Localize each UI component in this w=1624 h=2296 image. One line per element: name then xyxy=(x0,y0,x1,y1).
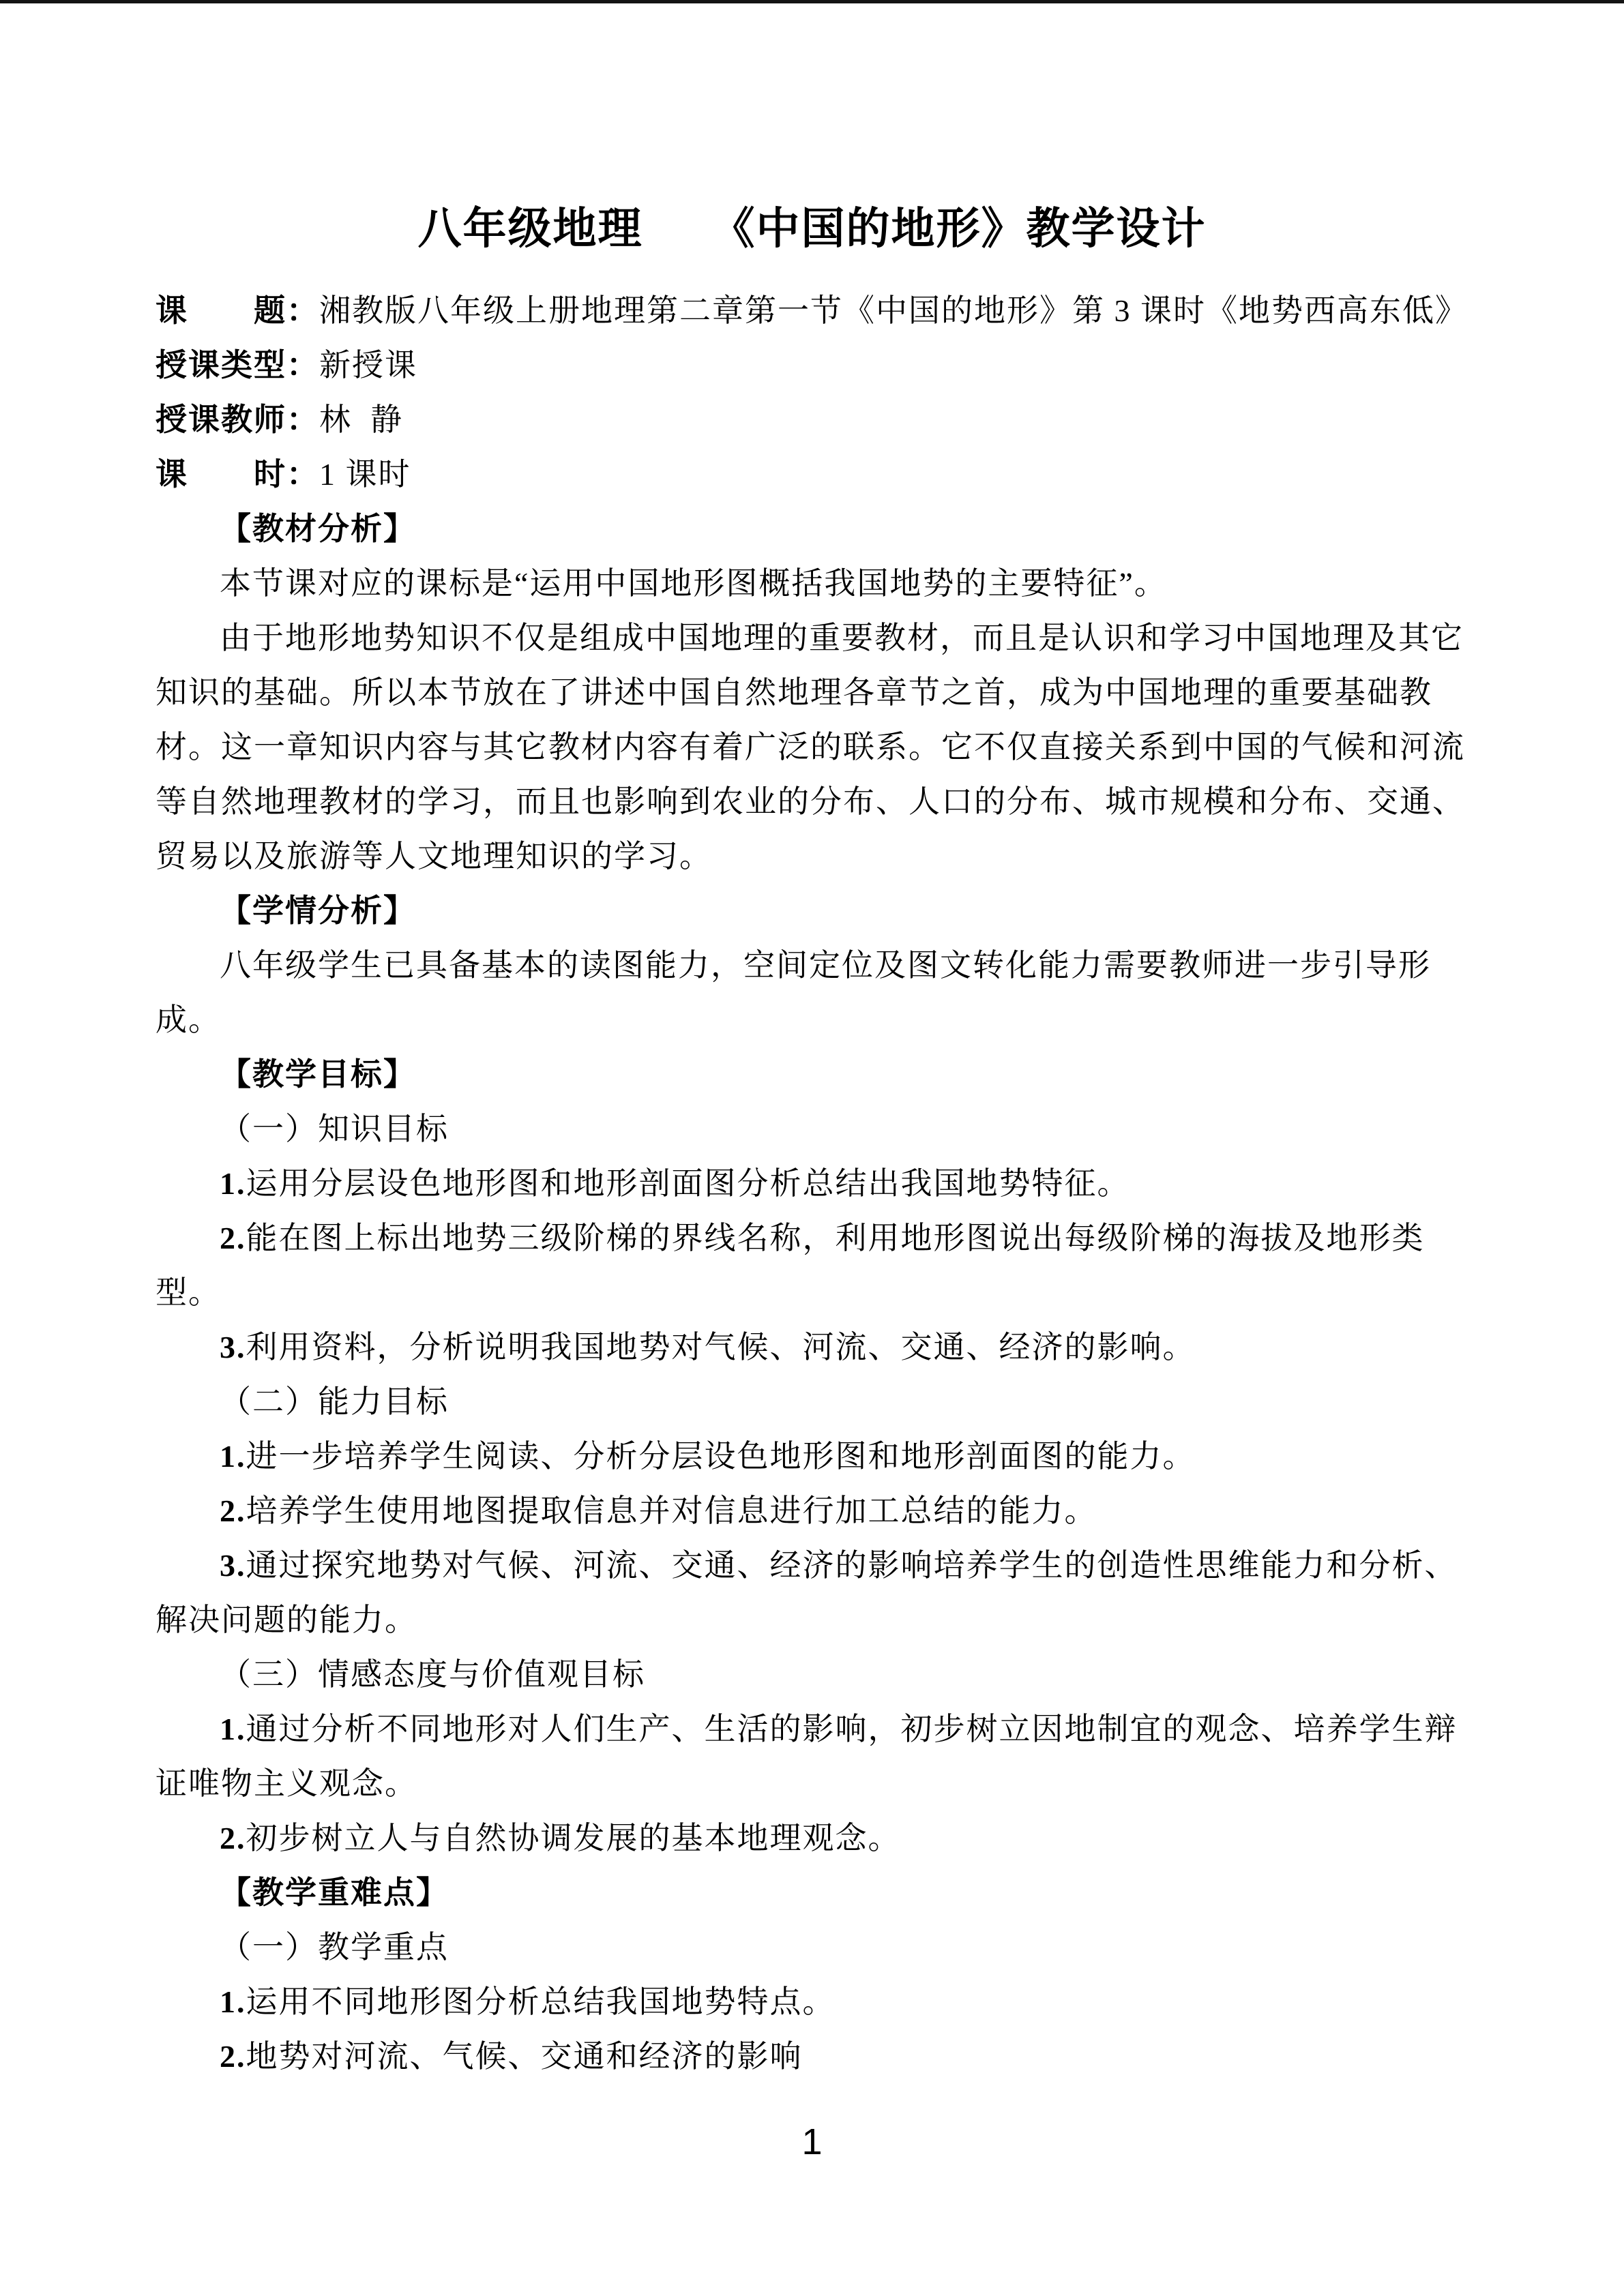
page-number: 1 xyxy=(801,2121,823,2162)
list-item xyxy=(156,1975,1471,2029)
text-line: 材。这一章知识内容与其它教材内容有着广泛的联系。它不仅直接关系到中国的气候和河流 xyxy=(156,730,1465,764)
subsection-heading: （三）情感态度与价值观目标 xyxy=(220,1657,645,1692)
line-text: 通过探究地势对气候、河流、交通、经济的影响培养学生的创造性思维能力和分析、 xyxy=(246,1548,1458,1583)
meta-row-lesson-type xyxy=(156,338,1471,393)
list-number: 3. xyxy=(220,1330,246,1365)
meta-label: 课 时： xyxy=(156,457,319,492)
list-item xyxy=(156,1538,1471,1593)
meta-label: 课 题： xyxy=(156,293,319,328)
text-line: 等自然地理教材的学习，而且也影响到农业的分布、人口的分布、城市规模和分布、交通、 xyxy=(156,784,1465,819)
list-number: 1. xyxy=(220,1166,246,1201)
list-item xyxy=(156,1484,1471,1538)
text-line: 证唯物主义观念。 xyxy=(156,1766,417,1801)
meta-label: 授课类型： xyxy=(156,348,319,383)
list-item xyxy=(156,1157,1471,1211)
meta-value: 林 静 xyxy=(319,402,403,437)
list-item xyxy=(156,1320,1471,1375)
text-line: 知识的基础。所以本节放在了讲述中国自然地理各章节之首，成为中国地理的重要基础教 xyxy=(156,675,1432,710)
list-item xyxy=(156,1702,1471,1757)
document-body xyxy=(156,284,1471,2084)
list-number: 1. xyxy=(220,1712,246,1746)
text-line: 成。 xyxy=(156,1002,221,1037)
meta-row-periods xyxy=(156,447,1471,502)
list-item xyxy=(156,1211,1471,1266)
list-number: 3. xyxy=(220,1548,246,1583)
meta-value: 1 课时 xyxy=(319,457,411,492)
section-heading: 【教材分析】 xyxy=(220,511,416,546)
meta-row-topic xyxy=(156,284,1471,338)
text-line: 八年级学生已具备基本的读图能力，空间定位及图文转化能力需要教师进一步引导形 xyxy=(220,948,1431,983)
line-text: 运用分层设色地形图和地形剖面图分析总结出我国地势特征。 xyxy=(246,1166,1130,1201)
list-item xyxy=(156,1429,1471,1484)
text-line: 解决问题的能力。 xyxy=(156,1602,417,1637)
subsection-heading: （一）知识目标 xyxy=(220,1112,449,1146)
page-top-border xyxy=(0,0,1624,3)
list-item xyxy=(156,1811,1471,1866)
list-item xyxy=(156,2029,1471,2084)
subsection-heading: （一）教学重点 xyxy=(220,1930,449,1965)
meta-value: 湘教版八年级上册地理第二章第一节《中国的地形》第 3 课时《地势西高东低》 xyxy=(319,293,1468,328)
line-text: 利用资料，分析说明我国地势对气候、河流、交通、经济的影响。 xyxy=(246,1330,1196,1365)
meta-row-teacher xyxy=(156,393,1471,447)
line-text: 培养学生使用地图提取信息并对信息进行加工总结的能力。 xyxy=(246,1493,1097,1528)
text-line: 由于地形地势知识不仅是组成中国地理的重要教材，而且是认识和学习中国地理及其它 xyxy=(220,621,1464,655)
list-number: 2. xyxy=(220,1493,246,1528)
line-text: 通过分析不同地形对人们生产、生活的影响，初步树立因地制宜的观念、培养学生辩 xyxy=(246,1712,1458,1746)
line-text: 初步树立人与自然协调发展的基本地理观念。 xyxy=(246,1821,901,1855)
section-heading: 【学情分析】 xyxy=(220,893,416,928)
section-heading: 【教学目标】 xyxy=(220,1057,416,1092)
subsection-heading: （二）能力目标 xyxy=(220,1384,449,1419)
text-line: 贸易以及旅游等人文地理知识的学习。 xyxy=(156,839,712,874)
text-line: 型。 xyxy=(156,1275,221,1310)
list-number: 2. xyxy=(220,1221,246,1255)
line-text: 能在图上标出地势三级阶梯的界线名称，利用地形图说出每级阶梯的海拔及地形类 xyxy=(246,1221,1425,1255)
list-number: 2. xyxy=(220,2039,246,2074)
line-text: 地势对河流、气候、交通和经济的影响 xyxy=(246,2039,803,2074)
document-title: 八年级地理 《中国的地形》教学设计 xyxy=(417,205,1207,253)
line-text: 运用不同地形图分析总结我国地势特点。 xyxy=(246,1984,836,2019)
meta-label: 授课教师： xyxy=(156,402,319,437)
section-heading: 【教学重难点】 xyxy=(220,1875,449,1910)
list-number: 1. xyxy=(220,1439,246,1474)
line-text: 进一步培养学生阅读、分析分层设色地形图和地形剖面图的能力。 xyxy=(246,1439,1196,1474)
meta-value: 新授课 xyxy=(319,348,417,383)
list-number: 2. xyxy=(220,1821,246,1855)
text-line: 本节课对应的课标是“运用中国地形图概括我国地势的主要特征”。 xyxy=(220,566,1167,601)
list-number: 1. xyxy=(220,1984,246,2019)
